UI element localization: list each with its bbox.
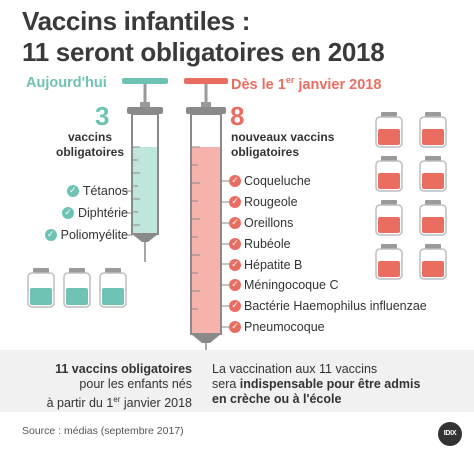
- title-line-2: 11 seront obligatoires en 2018: [22, 37, 385, 67]
- vaccine-name: Méningocoque C: [244, 278, 339, 293]
- summary-right-line-2-bold: indispensable pour être admis: [239, 377, 421, 391]
- vaccine-name: Rougeole: [244, 195, 298, 210]
- count-new: 8: [230, 101, 245, 131]
- list-item: [18, 202, 138, 224]
- summary-right-line-1: La vaccination aux 11 vaccins: [212, 362, 378, 376]
- summary-left-line-3-prefix: à partir du 1: [46, 396, 114, 411]
- list-item: [229, 192, 474, 213]
- green-vial-icons: [28, 268, 126, 307]
- check-icon: ✓: [229, 259, 241, 271]
- check-icon: ✓: [229, 238, 241, 250]
- vaccine-name: Tétanos: [82, 184, 128, 198]
- check-icon: ✓: [229, 196, 241, 208]
- summary-left-line-3-suffix: janvier 2018: [120, 396, 192, 411]
- check-icon: ✓: [45, 229, 57, 241]
- idix-logo: IDIX: [438, 422, 462, 446]
- check-icon: ✓: [229, 279, 241, 291]
- vaccine-name: Oreillons: [244, 215, 294, 230]
- summary-left-line-2: pour les enfants nés: [79, 377, 192, 391]
- new-subtitle-line-2: obligatoires: [231, 145, 300, 159]
- header-today: Aujourd'hui: [26, 75, 107, 91]
- list-item: [229, 233, 474, 254]
- header-from-prefix: Dès le 1: [231, 76, 286, 93]
- current-subtitle: [35, 130, 145, 160]
- summary-right-line-2-prefix: sera: [212, 377, 240, 391]
- vaccine-name: Diphtérie: [77, 206, 128, 220]
- vaccine-name: Pneumocoque: [244, 319, 325, 334]
- vaccine-name: Bactérie Haemophilus influenzae: [244, 299, 427, 314]
- check-icon: ✓: [229, 217, 241, 229]
- summary-right: [212, 362, 462, 407]
- summary-left-line-3-sup: er: [113, 395, 121, 404]
- title-line-1: Vaccins infantiles :: [22, 6, 251, 36]
- header-from-sup: er: [285, 75, 295, 85]
- vaccine-name: Coqueluche: [244, 174, 311, 189]
- check-icon: ✓: [62, 207, 74, 219]
- check-icon: ✓: [229, 300, 241, 312]
- list-item: [229, 317, 474, 338]
- check-icon: ✓: [67, 185, 79, 197]
- new-subtitle: [231, 130, 334, 160]
- current-vaccine-list: [18, 180, 138, 246]
- header-from-suffix: janvier 2018: [294, 76, 382, 93]
- vaccine-name: Hépatite B: [244, 257, 303, 272]
- current-subtitle-line-2: obligatoires: [55, 145, 124, 159]
- new-subtitle-line-1: nouveaux vaccins: [231, 130, 335, 144]
- list-item: [229, 213, 474, 234]
- right-list-connectors: [221, 181, 229, 327]
- list-item: [229, 254, 474, 275]
- red-syringe-icon: [184, 78, 228, 392]
- count-current: 3: [95, 101, 110, 131]
- source-note: Source : médias (septembre 2017): [22, 425, 184, 437]
- vaccine-name: Poliomyélite: [60, 228, 128, 242]
- summary-left: [20, 362, 192, 411]
- header-from-2018: [231, 75, 381, 93]
- list-item: [229, 275, 474, 296]
- summary-right-line-3-bold: en crèche ou à l'école: [212, 392, 342, 406]
- vaccine-name: Rubéole: [244, 236, 291, 251]
- list-item: [229, 171, 474, 192]
- check-icon: ✓: [229, 321, 241, 333]
- check-icon: ✓: [229, 175, 241, 187]
- summary-left-bold: 11 vaccins obligatoires: [55, 362, 192, 376]
- list-item: [18, 224, 138, 246]
- list-item: [229, 296, 474, 317]
- new-vaccine-list: [229, 171, 474, 337]
- current-subtitle-line-1: vaccins: [67, 130, 113, 144]
- list-item: [18, 180, 138, 202]
